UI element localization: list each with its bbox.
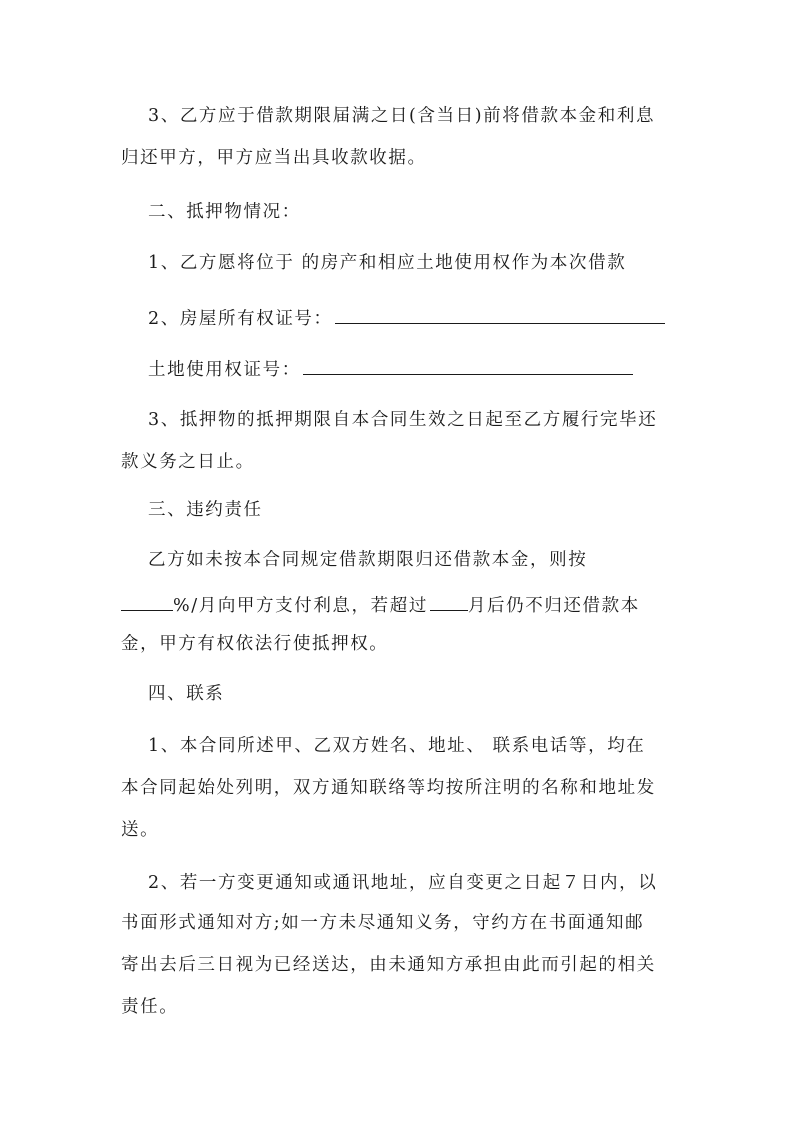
clause-land-cert (148, 356, 633, 382)
clause-contact-1-line-2: 本合同起始处列明，双方通知联络等均按所注明的名称和地址发 (121, 778, 656, 798)
clause-contact-2-line-2: 书面形式通知对方;如一方未尽通知义务，守约方在书面通知邮 (121, 913, 645, 933)
clause-repayment-line-2: 归还甲方，甲方应当出具收款收据。 (121, 148, 427, 168)
clause-breach-line-3: 金，甲方有权依法行使抵押权。 (121, 634, 389, 654)
clause-contact-1-line-3: 送。 (121, 820, 160, 840)
clause-collateral-term-line-2: 款义务之日止。 (121, 452, 255, 472)
section-heading-breach: 三、违约责任 (148, 500, 263, 520)
clause-breach-line-2 (121, 592, 640, 618)
clause-property-cert (148, 305, 665, 331)
clause-contact-2-line-4: 责任。 (121, 997, 179, 1017)
interest-rate-blank (121, 592, 173, 611)
clause-contact-1-line-1: 1、本合同所述甲、乙双方姓名、地址、 联系电话等，均在 (148, 736, 646, 756)
clause-collateral-term-line-1: 3、抵押物的抵押期限自本合同生效之日起至乙方履行完毕还 (148, 410, 658, 430)
interest-text: %/月向甲方支付利息，若超过 (173, 596, 428, 616)
clause-contact-2-line-1: 2、若一方变更通知或通讯地址，应自变更之日起７日内，以 (148, 873, 658, 893)
land-cert-label: 土地使用权证号： (148, 360, 301, 380)
land-cert-blank (303, 356, 633, 375)
clause-contact-2-line-3: 寄出去后三日视为已经送达，由未通知方承担由此而引起的相关 (121, 955, 656, 975)
clause-repayment-line-1: 3、乙方应于借款期限届满之日(含当日)前将借款本金和利息 (148, 106, 656, 126)
clause-breach-line-1: 乙方如未按本合同规定借款期限归还借款本金，则按 (148, 550, 588, 570)
section-heading-collateral: 二、抵押物情况： (148, 202, 301, 222)
section-heading-contact: 四、联系 (148, 684, 225, 704)
months-blank (430, 592, 468, 611)
clause-collateral-location: 1、乙方愿将位于 的房产和相应土地使用权作为本次借款 (148, 253, 627, 273)
property-cert-blank (335, 305, 665, 324)
months-text: 月后仍不归还借款本 (467, 596, 640, 616)
property-cert-label: 2、房屋所有权证号： (148, 309, 333, 329)
